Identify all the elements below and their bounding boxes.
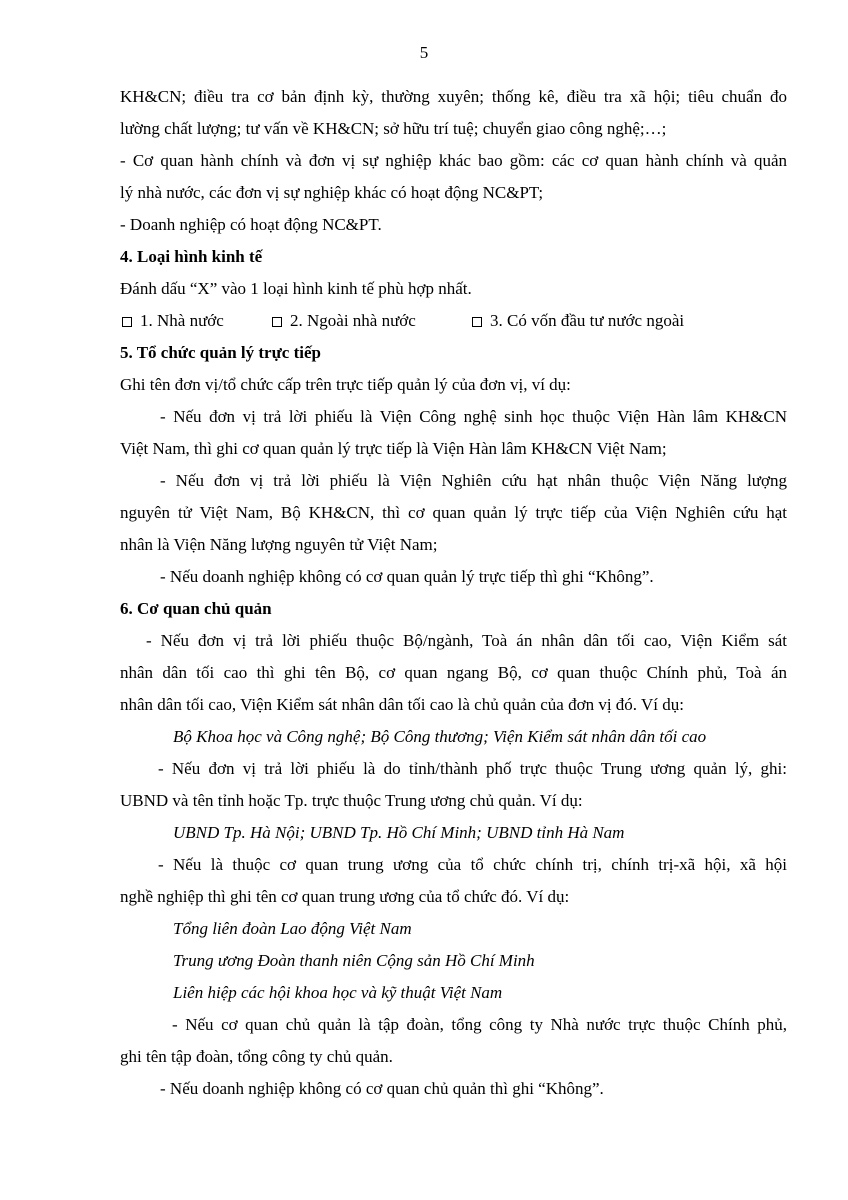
paragraph-line: nghề nghiệp thì ghi tên cơ quan trung ương của tổ chức đó. Ví dụ:	[120, 887, 570, 906]
paragraph-line: - Nếu đơn vị trả lời phiếu là do tỉnh/thành phố trực thuộc Trung ương quản lý, ghi:	[158, 759, 787, 778]
paragraph-line: UBND và tên tỉnh hoặc Tp. trực thuộc Trung ương chủ quản. Ví dụ:	[120, 791, 583, 810]
paragraph-line: - Nếu doanh nghiệp không có cơ quan quản lý trực tiếp thì ghi “Không”.	[160, 567, 654, 586]
paragraph-line: nguyên tử Việt Nam, Bộ KH&CN, thì cơ quan quản lý trực tiếp của Viện Nghiên cứu hạt	[120, 503, 787, 522]
checkbox-option-state[interactable]	[122, 310, 224, 332]
paragraph-line: - Nếu doanh nghiệp không có cơ quan chủ quản thì ghi “Không”.	[160, 1079, 604, 1098]
paragraph-line: lý nhà nước, các đơn vị sự nghiệp khác có hoạt động NC&PT;	[120, 183, 544, 202]
paragraph-line: lường chất lượng; tư vấn về KH&CN; sở hữu trí tuệ; chuyển giao công nghệ;…;	[120, 119, 667, 138]
paragraph-line: Việt Nam, thì ghi cơ quan quản lý trực tiếp là Viện Hàn lâm KH&CN Việt Nam;	[120, 439, 667, 458]
checkbox-icon[interactable]	[472, 317, 482, 327]
example-line: UBND Tp. Hà Nội; UBND Tp. Hồ Chí Minh; UBND tỉnh Hà Nam	[173, 823, 625, 842]
checkbox-option-foreign-investment[interactable]	[472, 310, 684, 332]
paragraph-line: - Nếu đơn vị trả lời phiếu là Viện Công nghệ sinh học thuộc Viện Hàn lâm KH&CN	[160, 407, 787, 426]
example-line: Trung ương Đoàn thanh niên Cộng sản Hồ Chí Minh	[173, 951, 535, 970]
section-heading-5: 5. Tổ chức quản lý trực tiếp	[120, 343, 321, 362]
example-line: Liên hiệp các hội khoa học và kỹ thuật Việt Nam	[173, 983, 503, 1002]
paragraph-line: nhân là Viện Năng lượng nguyên tử Việt Nam;	[120, 535, 438, 554]
paragraph-line: - Nếu đơn vị trả lời phiếu thuộc Bộ/ngành, Toà án nhân dân tối cao, Viện Kiểm sát	[146, 631, 787, 650]
section-heading-6: 6. Cơ quan chủ quản	[120, 599, 272, 618]
example-line: Bộ Khoa học và Công nghệ; Bộ Công thương; Viện Kiểm sát nhân dân tối cao	[173, 727, 707, 746]
checkbox-option-non-state[interactable]	[272, 310, 416, 332]
checkbox-label: 3. Có vốn đầu tư nước ngoài	[490, 311, 685, 330]
paragraph-line: ghi tên tập đoàn, tổng công ty chủ quản.	[120, 1047, 393, 1066]
checkbox-icon[interactable]	[272, 317, 282, 327]
paragraph-line: KH&CN; điều tra cơ bản định kỳ, thường xuyên; thống kê, điều tra xã hội; tiêu chuẩn đo	[120, 87, 787, 106]
checkbox-label: 1. Nhà nước	[140, 311, 224, 330]
checkbox-label: 2. Ngoài nhà nước	[290, 311, 416, 330]
checkbox-icon[interactable]	[122, 317, 132, 327]
page-number: 5	[419, 43, 429, 62]
paragraph-line: - Nếu cơ quan chủ quản là tập đoàn, tổng công ty Nhà nước trực thuộc Chính phủ,	[172, 1015, 787, 1034]
instruction-line: Đánh dấu “X” vào 1 loại hình kinh tế phù hợp nhất.	[120, 279, 472, 298]
paragraph-line: - Nếu đơn vị trả lời phiếu là Viện Nghiên cứu hạt nhân thuộc Viện Năng lượng	[160, 471, 787, 490]
paragraph-line: nhân dân tối cao thì ghi tên Bộ, cơ quan ngang Bộ, cơ quan thuộc Chính phủ, Toà án	[120, 663, 787, 682]
paragraph-line: - Nếu là thuộc cơ quan trung ương của tổ chức chính trị, chính trị-xã hội, xã hội	[158, 855, 787, 874]
paragraph-line: - Cơ quan hành chính và đơn vị sự nghiệp khác bao gồm: các cơ quan hành chính và quản	[120, 151, 787, 170]
example-line: Tổng liên đoàn Lao động Việt Nam	[173, 919, 412, 938]
paragraph-line: Ghi tên đơn vị/tổ chức cấp trên trực tiếp quản lý của đơn vị, ví dụ:	[120, 375, 571, 394]
economic-type-checkbox-row	[120, 310, 787, 332]
paragraph-line: nhân dân tối cao, Viện Kiểm sát nhân dân tối cao là chủ quản của đơn vị đó. Ví dụ:	[120, 695, 684, 714]
paragraph-line: - Doanh nghiệp có hoạt động NC&PT.	[120, 215, 382, 234]
section-heading-4: 4. Loại hình kinh tế	[120, 247, 263, 266]
